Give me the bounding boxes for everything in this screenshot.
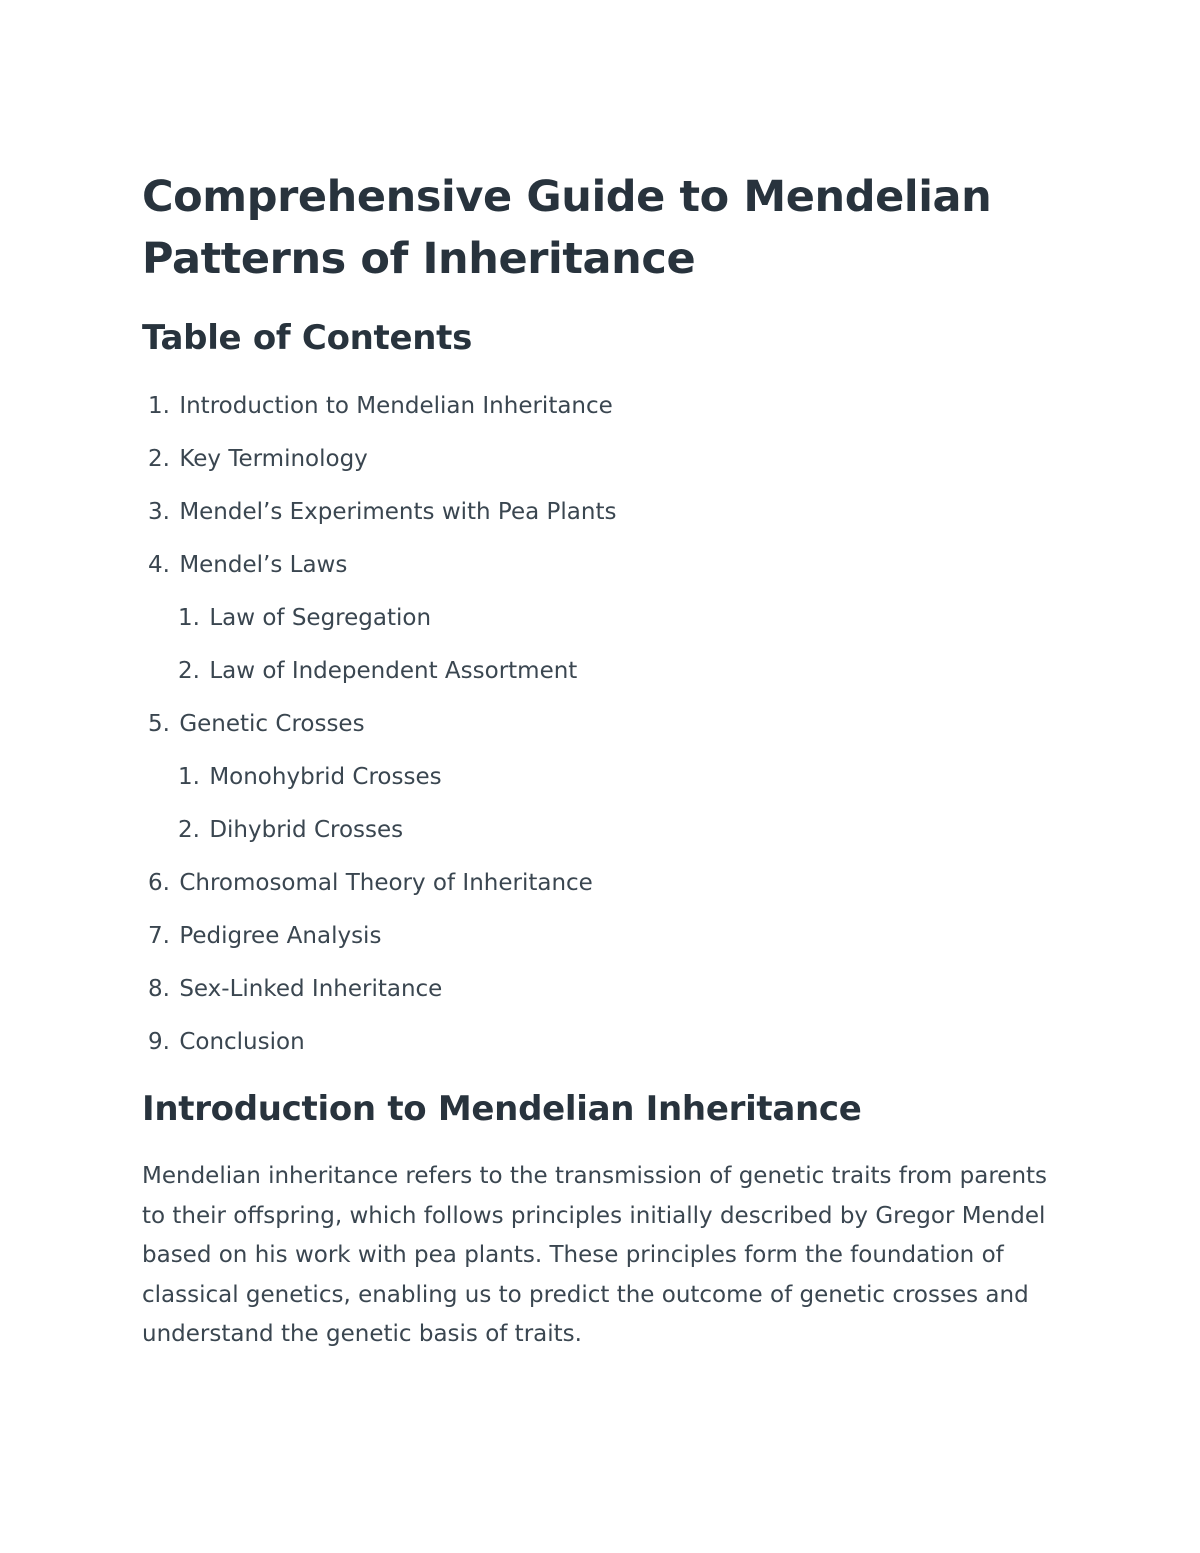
toc-item-number: 1. <box>148 393 170 419</box>
toc-item-number: 5. <box>148 711 170 737</box>
toc-item[interactable] <box>142 386 616 439</box>
toc-item-number: 2. <box>178 658 200 684</box>
toc-item-label: Introduction to Mendelian Inheritance <box>179 393 613 419</box>
toc-item[interactable] <box>142 1022 616 1075</box>
toc-item-label: Sex-Linked Inheritance <box>179 976 443 1002</box>
table-of-contents <box>142 386 616 1075</box>
toc-item-number: 2. <box>148 446 170 472</box>
toc-item-label: Law of Segregation <box>209 605 432 631</box>
toc-subitem[interactable] <box>142 651 616 704</box>
toc-item-number: 6. <box>148 870 170 896</box>
toc-subitem[interactable] <box>142 757 616 810</box>
document-title: Comprehensive Guide to Mendelian Patterns of Inheritance <box>142 172 992 284</box>
toc-subitem[interactable] <box>142 598 616 651</box>
toc-item-label: Mendel’s Laws <box>179 552 348 578</box>
toc-item-label: Genetic Crosses <box>179 711 365 737</box>
toc-item-number: 1. <box>178 605 200 631</box>
toc-item[interactable] <box>142 704 616 757</box>
toc-item-label: Chromosomal Theory of Inheritance <box>179 870 593 896</box>
toc-item[interactable] <box>142 969 616 1022</box>
toc-item-label: Dihybrid Crosses <box>209 817 404 843</box>
section-heading: Introduction to Mendelian Inheritance <box>142 1089 862 1129</box>
toc-item[interactable] <box>142 863 616 916</box>
toc-subitem[interactable] <box>142 810 616 863</box>
toc-item[interactable] <box>142 439 616 492</box>
toc-item-label: Conclusion <box>179 1029 305 1055</box>
toc-item-number: 1. <box>178 764 200 790</box>
toc-item-number: 2. <box>178 817 200 843</box>
toc-item-number: 3. <box>148 499 170 525</box>
toc-item[interactable] <box>142 492 616 545</box>
toc-item-label: Monohybrid Crosses <box>209 764 442 790</box>
toc-item[interactable] <box>142 545 616 598</box>
toc-heading: Table of Contents <box>142 318 473 358</box>
toc-item-label: Key Terminology <box>179 446 368 472</box>
toc-item-number: 4. <box>148 552 170 578</box>
toc-item[interactable] <box>142 916 616 969</box>
toc-item-number: 7. <box>148 923 170 949</box>
toc-item-number: 9. <box>148 1029 170 1055</box>
toc-item-number: 8. <box>148 976 170 1002</box>
toc-item-label: Mendel’s Experiments with Pea Plants <box>179 499 617 525</box>
section-paragraph: Mendelian inheritance refers to the transmission of genetic traits from parents to their offspring, which follows principles initially described by Gregor Mendel based on his work with pea plants. These principles form the foundation of classical genetics, enabling us to predict the outcome of genetic crosses and understand the genetic basis of traits. <box>142 1163 1048 1348</box>
toc-item-label: Law of Independent Assortment <box>209 658 578 684</box>
toc-item-label: Pedigree Analysis <box>179 923 382 949</box>
